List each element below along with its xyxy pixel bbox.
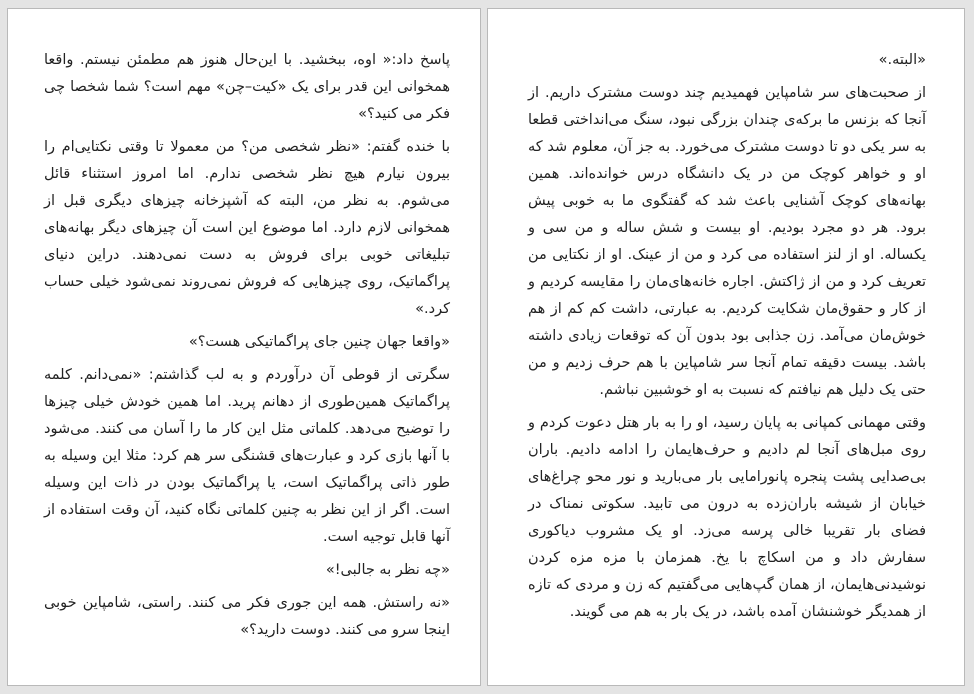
paragraph: «واقعا جهان چنین جای پراگماتیکی هست؟» [188,334,450,350]
left-page-text [44,47,450,650]
paragraph: «نه راستش. همه این جوری فکر می کنند. راستی، شامپاین خوبی اینجا سرو می کنند. دوست دارید؟» [44,595,450,638]
right-page-text [528,47,926,632]
left-page [7,8,481,686]
paragraph: «البته.» [878,52,926,68]
paragraph: با خنده گفتم: «نظر شخصی من؟ من معمولا تا وقتی نکتایی‌ام را بیرون نیارم هیچ نظر شخصی ندارم. اما امروز استثناء قائل می‌شوم. به نظر من، البته که آشپزخانه چیزهای دیگری قبل از همخوانی لازم دارد. اما موضوع این است آن چیزهای دیگر بهانه‌های تبلیغاتی خوبی برای فروش به دست نمی‌دهند. دراین دنیای پراگماتیک، روی چیزهایی که فروش نمی‌روند نمی‌شود خیلی حساب کرد.» [44,139,450,317]
paragraph: پاسخ داد:« اوه، ببخشید. با این‌حال هنوز هم مطمئن نیستم. واقعا همخوانی این قدر برای یک «کیت–چن» مهم است؟ شما شخصا چی فکر می کنید؟» [44,52,450,122]
paragraph: «چه نظر به جالبی!» [325,562,450,578]
right-page [487,8,965,686]
paragraph: وقتی مهمانی کمپانی به پایان رسید، او را به بار هتل دعوت کردم و روی مبل‌های آنجا لم دادیم و حرف‌هایمان را ادامه دادیم. باران بی‌صدایی پشت پنجره پانورامایی بار می‌بارید و نور محو چراغ‌های خیابان از شیشه باران‌زده به درون می تابید. سکوتی نمناک در فضای بار تقریبا خالی پرسه می‌زد. او یک مشروب دیاکوری سفارش داد و من اسکاچ با یخ. همزمان با مزه مزه کردن نوشیدنی‌هایمان، از همان گپ‌هایی می‌گفتیم که زن و مردی که تازه از همدیگر خوشنشان آمده باشد، در یک بار به هم می گویند. [528,415,926,620]
paragraph: از صحبت‌های سر شامپاین فهمیدیم چند دوست مشترک داریم. از آنجا که بزنس ما برکه‌ی چندان بزرگی نبود، سنگ می‌انداختی قطعا به سر یکی دو تا دوست مشترک می‌خورد. به جز آن، معلوم شد که او و خواهر کوچک من در یک دانشگاه درس خوانده‌اند. همین بهانه‌های کوچک آشنایی باعث شد که گفتگوی ما به خوبی پیش برود. هر دو مجرد بودیم. او بیست و شش ساله و من سی و یکساله. او از لنز استفاده می کرد و من از عینک. او از نکتایی من تعریف کرد و من از ژاکتش. اجاره خانه‌های‌مان را مقایسه کردیم و از کار و حقوق‌مان شکایت کردیم. به عبارتی، داشت کم کم از هم خوش‌مان می‌آمد. زن جذابی بود بدون آن که توقعات زیادی داشته باشد. بیست دقیقه تمام آنجا سر شامپاین با هم حرف زدیم و من حتی یک دلیل هم نیافتم که نسبت به او خوشبین نباشم. [528,85,926,398]
paragraph: سگرتی از قوطی آن درآوردم و به لب گذاشتم: «نمی‌دانم. کلمه پراگماتیک همین‌طوری از دهانم پرید. اما همین خودش خیلی چیزها را توضیح می‌دهد. کلماتی مثل این کار ما را آسان می کنند. می‌شود با آنها بازی کرد و عبارت‌های قشنگی سر هم کرد: مثلا این وسیله به طور ذاتی پراگماتیک است، یا پراگماتیک بودن در ذات این وسیله است. اگر از این نظر به چنین کلماتی نگاه کنید، آن وقت استفاده از آنها قابل توجیه است. [44,367,450,545]
